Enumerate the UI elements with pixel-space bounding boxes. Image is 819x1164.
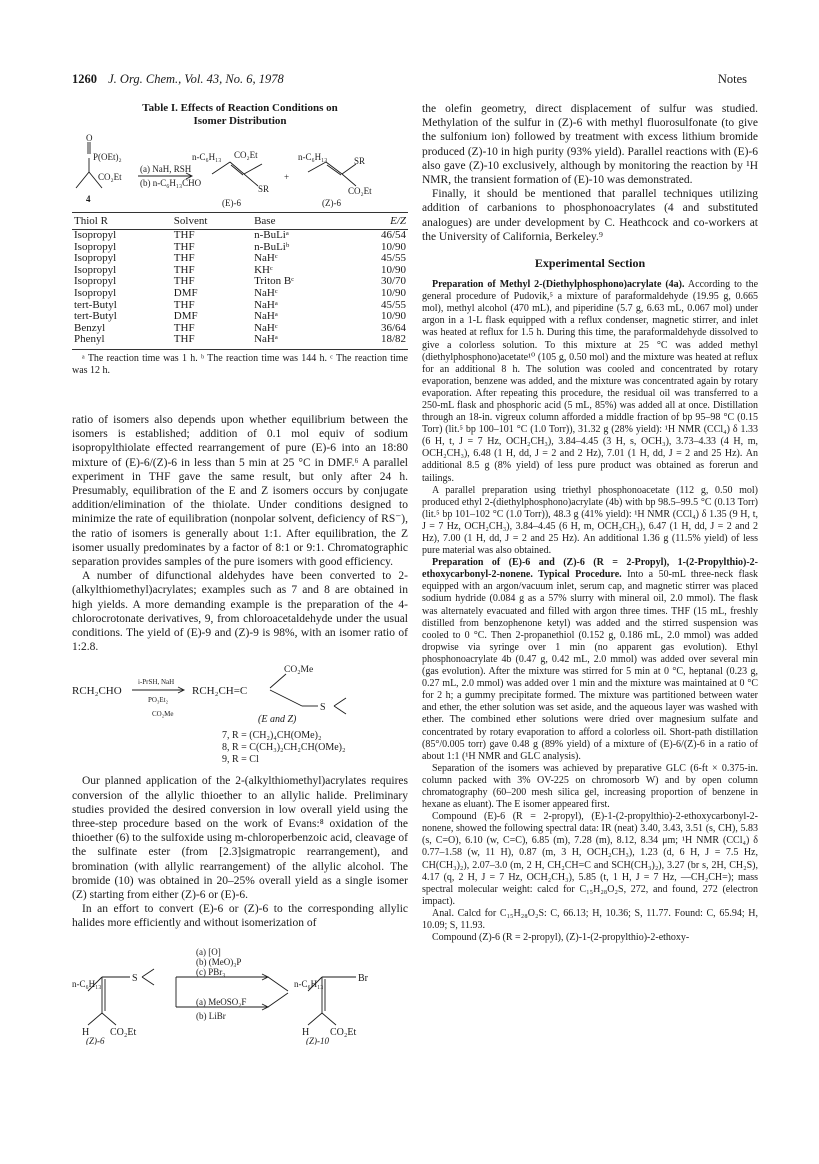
table-cell: 30/70 bbox=[380, 275, 406, 288]
scheme-acrylate-figure bbox=[72, 660, 408, 764]
scheme2-cond2: PO₃Et₂ bbox=[148, 696, 169, 705]
scheme-z-ester: CO₂Et bbox=[348, 186, 372, 196]
scheme-bromide-figure bbox=[72, 935, 408, 1045]
table-cell: Isopropyl bbox=[74, 240, 117, 253]
scheme2-reactant: RCH₂CHO bbox=[72, 685, 122, 698]
page-header-left bbox=[72, 72, 284, 87]
experiment-3 bbox=[422, 557, 758, 763]
table-caption-line1: Table I. Effects of Reaction Conditions on bbox=[142, 102, 338, 114]
left-body-top bbox=[72, 413, 408, 654]
right-body-top bbox=[422, 102, 758, 244]
scheme2-cond3: CO₂Me bbox=[152, 710, 174, 719]
table-cell: KHᶜ bbox=[254, 263, 273, 276]
journal-citation: J. Org. Chem., Vol. 43, No. 6, 1978 bbox=[108, 72, 284, 86]
table-cell: DMF bbox=[173, 310, 198, 323]
table-cell: NaHᵃ bbox=[254, 298, 278, 311]
table-body bbox=[72, 230, 408, 346]
table-caption bbox=[72, 102, 408, 128]
table-cell: 46/54 bbox=[380, 229, 406, 241]
scheme-label-e6: (E)-6 bbox=[222, 198, 241, 208]
table-row bbox=[72, 334, 408, 346]
scheme3-step-a2: (a) MeOSO₂F bbox=[196, 996, 247, 1007]
table-cell: Isopropyl bbox=[74, 275, 117, 288]
left-paragraph-2: A number of difunctional aldehydes have been converted to 2-(alkylthiomethyl)acrylates; examples such as 7 and 8 are obtained in high yields. A more demanding example is the preparation of the 4-chlorocrotonate derivatives, 9, from chloroacetaldehyde under the usual conditions. The yield of (E)-9 and (Z)-9 is 98%, with an isomer ratio of 1:2.8. bbox=[72, 570, 408, 654]
column-header: Solvent bbox=[172, 213, 252, 230]
table-cell: Isopropyl bbox=[74, 229, 117, 241]
table-cell: Isopropyl bbox=[74, 286, 117, 299]
table-cell: 45/55 bbox=[380, 298, 406, 311]
scheme3-step-a1: (a) [O] bbox=[196, 946, 221, 957]
experiment-6: Anal. Calcd for C₁₅H₂₈O₂S: C, 66.13; H, 10.36; S, 11.77. Found: C, 65.94; H, 10.09; S, 11.93. bbox=[422, 907, 758, 931]
table-scheme-figure bbox=[72, 132, 408, 210]
scheme3-right-bromine: Br bbox=[358, 972, 368, 984]
scheme3-left-chain: n-C₆H₁₃ bbox=[72, 978, 102, 989]
table-footnote: ᵃ The reaction time was 1 h. ᵇ The reaction time was 144 h. ᶜ The reaction time was 12 h. bbox=[72, 349, 408, 377]
table-cell: NaHᶜ bbox=[254, 321, 278, 334]
page-number: 1260 bbox=[72, 72, 97, 86]
scheme-label-4: 4 bbox=[86, 194, 91, 204]
table-header-row bbox=[72, 213, 408, 230]
scheme3-right-h: H bbox=[302, 1026, 310, 1038]
scheme-label-z6: (Z)-6 bbox=[322, 198, 341, 208]
scheme3-left-sulfur: S bbox=[132, 972, 138, 984]
scheme2-compound-8: 8, R = C(CH₃)₂CH₂CH(OMe)₂ bbox=[222, 742, 346, 754]
table-cell: DMF bbox=[173, 286, 198, 299]
table-cell: THF bbox=[173, 333, 195, 346]
table-cell: 45/55 bbox=[380, 252, 406, 265]
results-table bbox=[72, 212, 408, 346]
table-caption-line2: Isomer Distribution bbox=[193, 115, 287, 127]
scheme-z-sr: SR bbox=[354, 156, 366, 166]
table-cell: THF bbox=[173, 321, 195, 334]
scheme2-isomers: (E and Z) bbox=[258, 714, 297, 726]
table-cell: NaHᵃ bbox=[254, 310, 278, 323]
experiment-5: Compound (E)-6 (R = 2-propyl), (E)-1-(2-propylthio)-2-ethoxycarbonyl-2-nonene, showed the following spectral data: IR (neat) 3.40, 3.43, 3.51 (s, CH), 5.83 (s, C=O), 6.10 (w, C=C), 6.85 (m), 7.28 (m), 8.12, 8.34 μm; ¹H NMR (CCl₄) δ 0.77–1.58 (w, 11 H), 0.87 (m, 3 H, OCH₂CH₃), 1.23 (d, 6 H, J = 7.5 Hz, CH(CH₃)₂), 2.07–3.0 (m, 2 H, CH₂CH=C and SCH(CH₃)₂), 3.27 (br s, 2H, CH₂S), 4.17 (q, 2 H, J = 7 Hz, OCH₂CH₃), 5.85 (t, 1 H, J = 7 Hz, —CH₂CH=); mass spectral molecular weight: calcd for C₁₅H₂₈O₂S, 272, and found, 272 (electron impact). bbox=[422, 811, 758, 907]
left-paragraph-1: ratio of isomers also depends upon whether equilibrium between the isomers is established; addition of 0.1 mol equiv of sodium isopropylthiolate effected rearrangement of pure (E)-6 into an 18:80 mixture of (E)-6/(Z)-6 in less than 5 min at 25 °C in DMF.⁶ A parallel experiment in THF gave the same result, but only after 24 h. Presumably, equilibration of the E and Z isomers occurs by conjugate addition/elimination of the thiolate. Under conditions designed to minimize the rate of equilibration (nonpolar solvent, deficiency of RS⁻), the ratio of isomers is generally about 1:1. After equilibration, the Z isomer usually predominates by a factor of 8:1 or 9:1. Chromatographic separation provides samples of the pure isomers with good efficiency. bbox=[72, 413, 408, 568]
table-cell: NaHᶜ bbox=[254, 286, 278, 299]
scheme-cond-a: (a) NaH, RSH bbox=[140, 164, 192, 174]
experimental-body bbox=[422, 279, 758, 944]
scheme2-cond1: i-PrSH, NaH bbox=[138, 678, 175, 687]
scheme2-ester: CO₂Me bbox=[284, 665, 314, 676]
experiment-3-body: Into a 50-mL three-neck flask equipped with an argon/vacuum inlet, serum cap, and magnetic stirrer was placed sodium hydride (0.084 g as a 57% slurry with mineral oil, 2.0 mmol). The flask was alternately evacuated and filled with argon three times. THF (15 mL, freshly distilled from benzophenone ketyl) was added and the stirred suspension was cooled to 0 °C. Then 2-propanethiol (0.152 g, 0.186 mL, 2.0 mmol) was added dropwise via syringe over 1 min (no apparent gas evolution). Ethyl phosphonoacrylate 4b (0.47 g, 0.42 mL, 2.0 mmol) was added over several min (gas evolution). After the mixture was stirred for 5 min at 0 °C, heptanal (0.23 g, 0.27 mL, 2.0 mmol) was added over 1 min and the mixture was maintained at 0 °C for 2 h; a gummy precipitate formed. The mixture was partitioned between water and ether, the ether solution was set aside, and the aqueous layer was washed with ether. The combined ether solutions were dried over magnesium sulfate and concentrated by rotary evaporation to afford a colorless oil. Short-path distillation (85°/0.005 torr) gave 0.48 g (89% yield) of a mixture of (E)-6/(Z)-6 in a ratio of about 1:1 (¹H NMR and GLC analysis). bbox=[422, 569, 758, 762]
column-header: Thiol R bbox=[72, 213, 172, 230]
scheme2-compound-9: 9, R = Cl bbox=[222, 754, 259, 765]
left-column bbox=[72, 102, 408, 1045]
scheme3-step-b2: (b) LiBr bbox=[196, 1010, 226, 1021]
scheme3-step-c1: (c) PBr₃ bbox=[196, 966, 226, 977]
table-cell: n-BuLiᵃ bbox=[254, 229, 289, 241]
scheme-reagent-top: P(OEt)₂ bbox=[93, 152, 122, 162]
scheme3-right-label: (Z)-10 bbox=[306, 1035, 329, 1045]
scheme3-left-h: H bbox=[82, 1026, 90, 1038]
table-cell: 36/64 bbox=[380, 321, 406, 334]
left-paragraph-3: Our planned application of the 2-(alkylthiomethyl)acrylates requires conversion of the allylic thioether to an allylic halide. Preliminary studies provided the desired conversion in low overall yield using the three-step procedure based on the work of Evans:⁸ oxidation of the thioether (6) to the sulfoxide using m-chloroperbenzoic acid, cleavage of the sulfinate ester (from [2.3]sigmatropic rearrangement), and bromination (with allylic rearrangement) of the allylic alcohol. The bromide (10) was obtained in 20–25% overall yield as a single isomer (Z) starting from either (Z)-6 or (E)-6. bbox=[72, 775, 408, 902]
experiment-1-title: Preparation of Methyl 2-(Diethylphosphono)acrylate (4a). bbox=[432, 279, 685, 291]
table-cell: NaHᵃ bbox=[254, 333, 278, 346]
scheme-e-ester: CO₂Et bbox=[234, 150, 258, 160]
table-row bbox=[72, 276, 408, 288]
experiment-3-title: Preparation of (E)-6 and (Z)-6 (R = 2-Propyl), 1-(2-Propylthio)-2-ethoxycarbonyl-2-nonene. Typical Procedure. bbox=[422, 557, 758, 581]
experiment-1-body: According to the general procedure of Pudovik,⁵ a mixture of paraformaldehyde (19.95 g, 0.665 mol), methyl alcohol (470 mL), and piperidine (5.7 g, 6.63 mL, 0.067 mol) under argon in a 1-L flask equipped with a reflux condenser, magnetic stirrer, and inlet was heated at reflux for 1.5 h. During this time, the paraformaldehyde dissolved to give a colorless solution. To this mixture at 25 °C was added methyl (diethylphosphono)acetate¹⁰ (105 g, 0.50 mol) and the mixture was heated at reflux for an additional 8 h. The solution was cooled and concentrated by rotary evaporation, benzene was added, and the mixture was concentrated again by rotary evaporation. After repeating this procedure, the residual oil was transferred to a 250-mL flask and phosphoric acid (5 mL, 85%) was added all at once. Distillation through an 18-in. vigreux column afforded a middle fraction of bp 95–98 °C (0.15 Torr) (lit.⁵ bp 100–101 °C (1.0 Torr)), 31.32 g (28% yield): ¹H NMR (CCl₄) δ 1.33 (6 H, t, J = 7 Hz, OCH₂CH₃), 3.84–4.45 (3 H, s, OCH₃), 3.73–4.33 (4 H, m, OCH₂CH₃), 6.48 (1 H, dd, J = 2 and 2 Hz), 7.01 (1 H, dd, J = 2 and 25 Hz). An additional 8.5 g (8% yield) of less pure product was obtained as forerun and tailings. bbox=[422, 279, 759, 484]
scheme-plus: + bbox=[284, 172, 290, 182]
table-cell: Triton Bᶜ bbox=[254, 275, 295, 288]
table-cell: 18/82 bbox=[380, 333, 406, 346]
table-cell: Isopropyl bbox=[74, 252, 117, 265]
table-cell: 10/90 bbox=[380, 286, 406, 299]
table-cell: THF bbox=[173, 263, 195, 276]
scheme-cond-b: (b) n-C₆H₁₃CHO bbox=[140, 178, 202, 188]
table-row bbox=[72, 265, 408, 277]
scheme2-sulfur: S bbox=[320, 702, 326, 714]
table-cell: NaHᶜ bbox=[254, 252, 278, 265]
table-cell: 10/90 bbox=[380, 263, 406, 276]
experimental-heading: Experimental Section bbox=[534, 256, 646, 271]
experiment-4: Separation of the isomers was achieved by preparative GLC (6-ft × 0.375-in. column packed with 3% OV-225 on chromosorb W) and by open column chromatography (60–200 mesh silica gel, increasing proportion of benzene in hexane as eluant). The E isomer appeared first. bbox=[422, 762, 758, 811]
scheme-reagent-ester: CO₂Et bbox=[98, 172, 122, 182]
table-cell: THF bbox=[173, 275, 195, 288]
table-cell: 10/90 bbox=[380, 240, 406, 253]
table-cell: tert-Butyl bbox=[74, 310, 117, 323]
table-row bbox=[72, 288, 408, 300]
right-column bbox=[422, 102, 758, 944]
scheme-z-chain: n-C₆H₁₃ bbox=[298, 152, 328, 162]
table-cell: tert-Butyl bbox=[74, 298, 117, 311]
scheme-e-chain: n-C₆H₁₃ bbox=[192, 152, 222, 162]
scheme-phosphoryl-o: O bbox=[86, 133, 93, 143]
scheme3-left-ester: CO₂Et bbox=[110, 1026, 137, 1038]
experiment-2: A parallel preparation using triethyl phosphonoacetate (112 g, 0.50 mol) produced ethyl 2-(diethylphosphono)acrylate (4b) with bp 98.5–99.5 °C (0.13 Torr) (lit.⁵ bp 101–102 °C (1.0 Torr)), 48.3 g (41% yield): ¹H NMR (CCl₄) δ 1.35 (9 H, t, J = 7 Hz, OCH₂CH₃), 3.84–4.45 (6 H, m, OCH₂CH₃), 6.47 (1 H, dd, J = 2 and 2 Hz), 7.00 (1 H, dd, J = 2 and 25 Hz). An additional 1.36 g (11.5% yield) of less pure material was also obtained. bbox=[422, 484, 758, 557]
page-header-right: Notes bbox=[717, 72, 747, 86]
right-paragraph-1: the olefin geometry, direct displacement of sulfur was studied. Methylation of the sulfur in (Z)-6 with methyl fluorosulfonate (to give the sulfonium ion) followed by treatment with excess lithium bromide produced (Z)-10 in high purity (93% yield). Parallel reactions with (E)-6 also gave (Z)-10 exclusively, although by monitoring the reaction by ¹H NMR, the transient formation of (E)-10 was demonstrated. bbox=[422, 103, 758, 187]
table-cell: 10/90 bbox=[380, 310, 406, 323]
table-row bbox=[72, 300, 408, 312]
table-cell: Benzyl bbox=[74, 321, 106, 334]
table-cell: Phenyl bbox=[74, 333, 105, 346]
column-header: E/Z bbox=[346, 213, 408, 230]
right-paragraph-2: Finally, it should be mentioned that parallel techniques utilizing addition of carbanions to phosphonoacrylates (4 and substituted analogues) are under development by C. Heathcock and co-workers at the University of California, Berkeley.⁹ bbox=[422, 188, 758, 243]
experiment-1 bbox=[422, 279, 758, 485]
scheme-e-sr: SR bbox=[258, 184, 270, 194]
table-cell: THF bbox=[173, 229, 195, 241]
table-row bbox=[72, 311, 408, 323]
table-row bbox=[72, 323, 408, 335]
experiment-7: Compound (Z)-6 (R = 2-propyl), (Z)-1-(2-propylthio)-2-ethoxy- bbox=[432, 932, 690, 944]
scheme2-product: RCH₂CH=C bbox=[192, 685, 248, 698]
scheme3-right-ester: CO₂Et bbox=[330, 1026, 357, 1038]
table-cell: Isopropyl bbox=[74, 263, 117, 276]
table-row bbox=[72, 253, 408, 265]
left-paragraph-4: In an effort to convert (E)-6 or (Z)-6 to the corresponding allylic halides more efficiently and without isomerization of bbox=[72, 903, 408, 930]
table-cell: THF bbox=[173, 240, 195, 253]
table-row bbox=[72, 242, 408, 254]
scheme2-compound-7: 7, R = (CH₂)₄CH(OMe)₂ bbox=[222, 730, 322, 742]
column-header: Base bbox=[252, 213, 346, 230]
table-cell: THF bbox=[173, 252, 195, 265]
scheme3-left-label: (Z)-6 bbox=[86, 1035, 105, 1045]
scheme3-step-b1: (b) (MeO)₃P bbox=[196, 956, 242, 967]
scheme3-right-chain: n-C₆H₁₃ bbox=[294, 978, 324, 989]
table-row bbox=[72, 230, 408, 242]
table-cell: THF bbox=[173, 298, 195, 311]
table-cell: n-BuLiᵇ bbox=[254, 240, 290, 253]
left-body-bottom bbox=[72, 774, 408, 930]
